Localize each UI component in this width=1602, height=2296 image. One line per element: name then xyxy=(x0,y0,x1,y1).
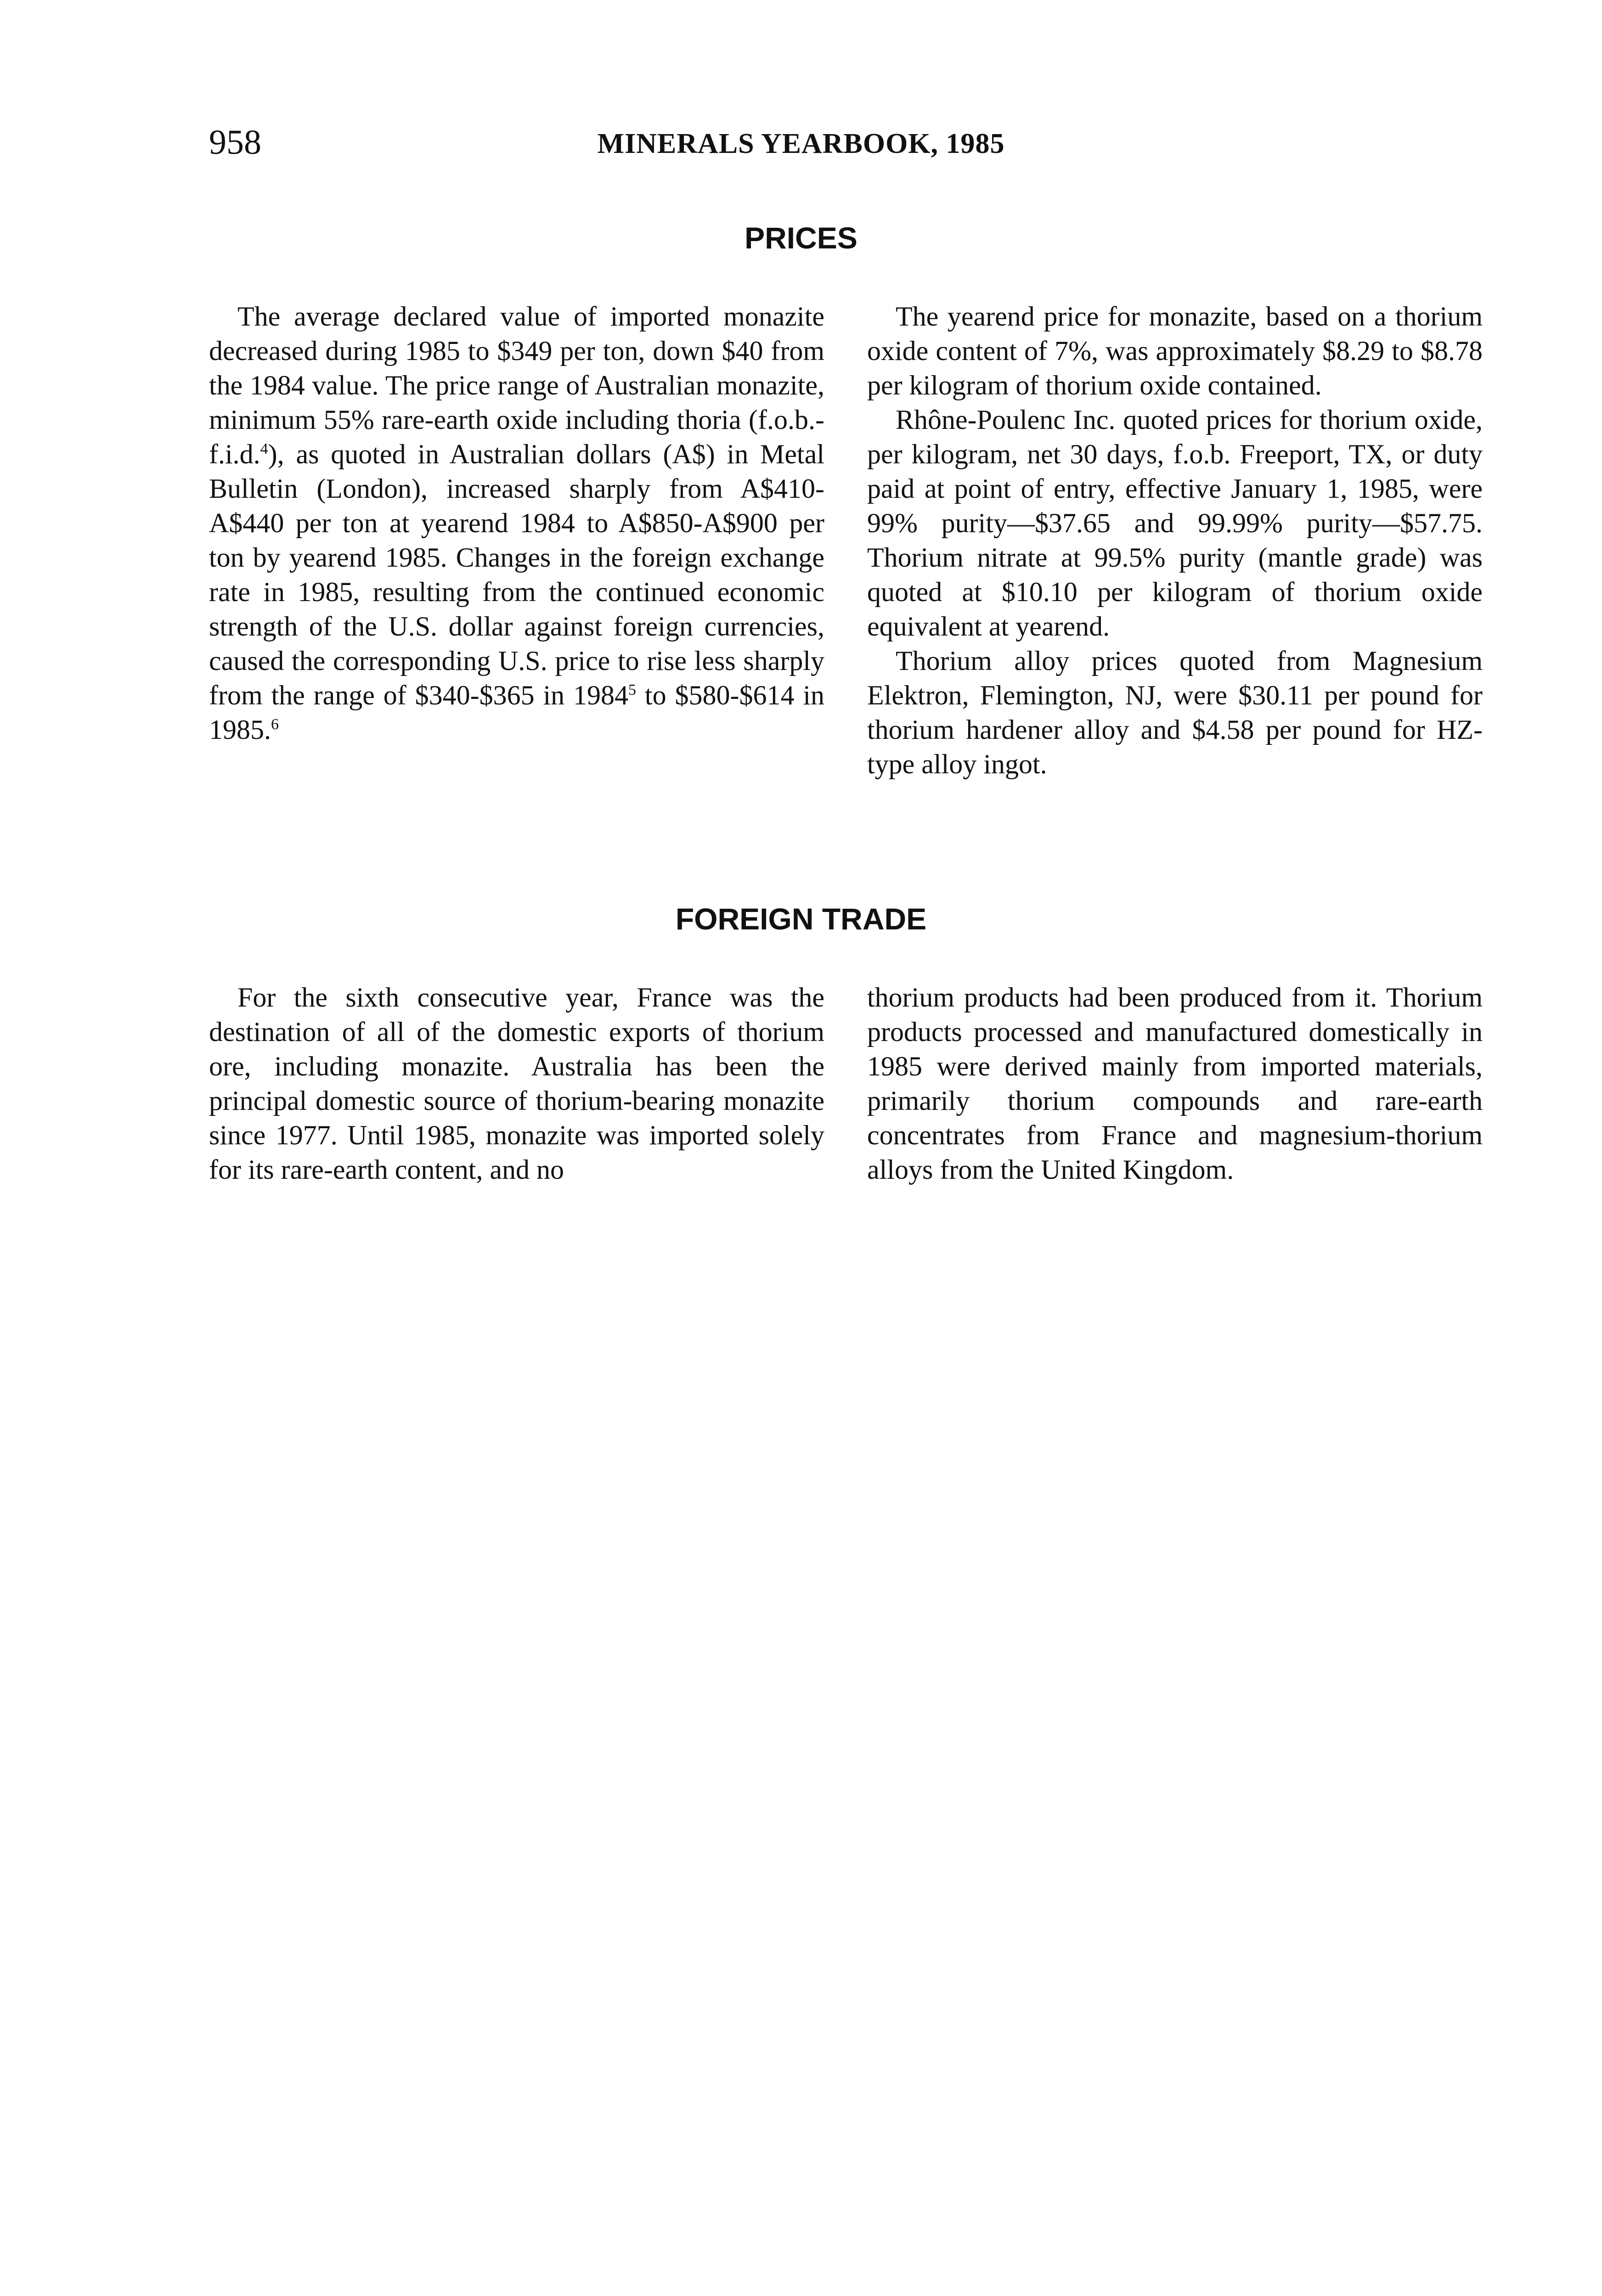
foreign-trade-heading: FOREIGN TRADE xyxy=(675,902,927,936)
foreign-trade-paragraph-1-continued: thorium products had been produced from it. Thorium products processed and manufactured domestically in 1985 were derived mainly from imported materials, primarily thorium compounds and rare-earth concentrates from France and magnesium-thorium alloys from the United Kingdom. xyxy=(867,982,1483,1185)
foreign-trade-left-column xyxy=(209,980,824,1187)
footnote-ref-6: 6 xyxy=(271,716,279,733)
page-number: 958 xyxy=(209,123,261,162)
foreign-trade-right-column xyxy=(867,980,1483,1187)
prices-paragraph-3: Rhône-Poulenc Inc. quoted prices for thorium oxide, per kilogram, net 30 days, f.o.b. Freeport, TX, or duty paid at point of entry, effective January 1, 1985, were 99% purity—$37.65 and 99.99% purity—$57.75. Thorium nitrate at 99.5% purity (mantle grade) was quoted at $10.10 per kilogram of thorium oxide equivalent at yearend. xyxy=(867,405,1483,642)
prices-right-column xyxy=(867,299,1483,782)
prices-paragraph-4: Thorium alloy prices quoted from Magnesium Elektron, Flemington, NJ, were $30.11 per pound for thorium hardener alloy and $4.58 per pound for HZ-type alloy ingot. xyxy=(867,646,1483,779)
prices-left-column xyxy=(209,299,824,747)
prices-paragraph-2: The yearend price for monazite, based on a thorium oxide content of 7%, was approximately $8.29 to $8.78 per kilogram of thorium oxide contained. xyxy=(867,301,1483,400)
foreign-trade-paragraph-1: For the sixth consecutive year, France was the destination of all of the domestic exports of thorium ore, including monazite. Australia has been the principal domestic source of thorium-bearing monazite since 1977. Until 1985, monazite was imported solely for its rare-earth content, and no xyxy=(209,982,824,1185)
running-head: MINERALS YEARBOOK, 1985 xyxy=(597,128,1005,159)
prices-paragraph-1: The average declared value of imported monazite decreased during 1985 to $349 per ton, down $40 from the 1984 value. The price range of Australian monazite, minimum 55% rare-earth oxide including thoria (f.o.b.-f.i.d.$^4$), as quoted in Australian dollars (A$) in Metal Bulletin (London), increased sharply from A$410-A$440 per ton at yearend 1984 to A$850-A$900 per ton by yearend 1985. Changes in the foreign exchange rate in 1985, resulting from the continued economic strength of the U.S. dollar against foreign currencies, caused the corresponding U.S. price to rise less sharply from the range of $340-$365 in 1984$^5$ to $580-$614 in 1985.$^6$ xyxy=(209,301,824,745)
footnote-ref-5: 5 xyxy=(628,681,637,698)
footnote-ref-4: 4 xyxy=(260,440,268,457)
prices-heading: PRICES xyxy=(745,221,857,255)
